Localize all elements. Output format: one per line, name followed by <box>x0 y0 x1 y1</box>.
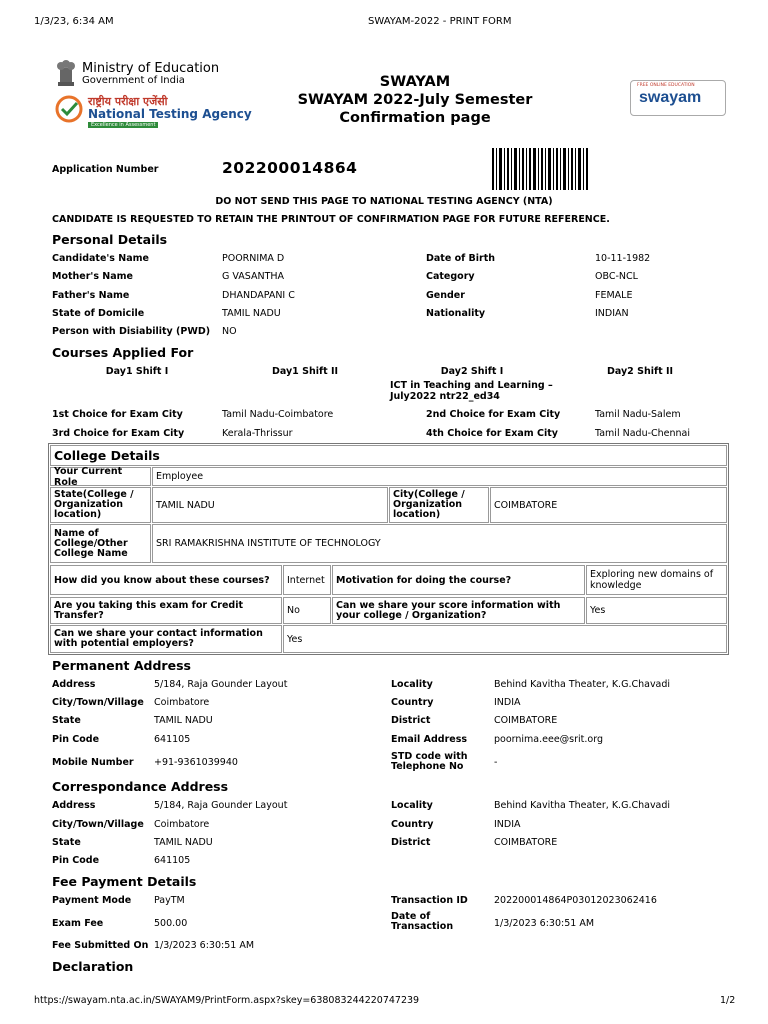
swayam-logo-top: FREE ONLINE EDUCATION <box>637 83 695 88</box>
corr-address: 5/184, Raja Gounder Layout <box>154 800 288 811</box>
emblem-icon <box>55 56 77 90</box>
day1-shift1-label: Day1 Shift I <box>105 366 169 377</box>
day2-shift1-course: ICT in Teaching and Learning – July2022 ntr22_ed34 <box>390 380 553 402</box>
mother-name-label: Mother's Name <box>52 271 133 282</box>
footer-url: https://swayam.nta.ac.in/SWAYAM9/PrintForm.aspx?skey=638083244220747239 <box>34 995 420 1006</box>
college-name-label: Name of College/Other College Name <box>50 524 151 563</box>
std: - <box>494 757 498 768</box>
pwd: NO <box>222 326 237 337</box>
share-contact-label: Can we share your contact information with potential employers? <box>50 625 282 653</box>
notice-do-not-send: DO NOT SEND THIS PAGE TO NATIONAL TESTING AGENCY (NTA) <box>215 196 553 207</box>
gender: FEMALE <box>595 290 633 301</box>
title-line1: SWAYAM <box>379 74 451 90</box>
motivation-label: Motivation for doing the course? <box>332 565 585 595</box>
fee-submitted: 1/3/2023 6:30:51 AM <box>154 940 255 951</box>
mother-name: G VASANTHA <box>222 271 285 282</box>
share-score: Yes <box>586 597 727 624</box>
know-courses-label: How did you know about these courses? <box>50 565 282 595</box>
print-datetime: 1/3/23, 6:34 AM <box>34 16 114 27</box>
pwd-label: Person with Disiability (PWD) <box>52 326 211 337</box>
swayam-logo-text: swayam <box>639 89 702 106</box>
corr-state-label: State <box>52 837 81 848</box>
corr-city: Coimbatore <box>154 819 210 830</box>
declaration-heading: Declaration <box>52 959 134 974</box>
choice4-label: 4th Choice for Exam City <box>426 428 558 439</box>
father-name: DHANDAPANI C <box>222 290 295 301</box>
corr-country: INDIA <box>494 819 521 830</box>
nationality: INDIAN <box>595 308 629 319</box>
fee-heading: Fee Payment Details <box>52 874 197 889</box>
dob: 10-11-1982 <box>595 253 651 264</box>
mobile-label: Mobile Number <box>52 757 134 768</box>
college-name: SRI RAMAKRISHNA INSTITUTE OF TECHNOLOGY <box>152 524 727 563</box>
payment-mode: PayTM <box>154 895 185 906</box>
nta-english-name: National Testing Agency <box>88 107 252 121</box>
nationality-label: Nationality <box>426 308 486 319</box>
choice4: Tamil Nadu-Chennai <box>595 428 691 439</box>
notice-retain: CANDIDATE IS REQUESTED TO RETAIN THE PRINTOUT OF CONFIRMATION PAGE FOR FUTURE REFERENCE. <box>52 214 610 225</box>
perm-country: INDIA <box>494 697 521 708</box>
transaction-date-label: Date of Transaction <box>391 911 454 932</box>
nta-hindi-name: राष्ट्रीय परीक्षा एजेंसी <box>88 95 168 108</box>
perm-address-label: Address <box>52 679 96 690</box>
email-label: Email Address <box>391 734 468 745</box>
domicile: TAMIL NADU <box>222 308 281 319</box>
corr-state: TAMIL NADU <box>154 837 213 848</box>
college-city: COIMBATORE <box>490 487 727 523</box>
corr-locality: Behind Kavitha Theater, K.G.Chavadi <box>494 800 671 811</box>
candidate-name-label: Candidate's Name <box>52 253 149 264</box>
application-number: 202200014864 <box>222 159 358 177</box>
application-number-label: Application Number <box>52 164 159 175</box>
exam-fee-label: Exam Fee <box>52 918 104 929</box>
print-title: SWAYAM-2022 - PRINT FORM <box>368 16 512 27</box>
std-label: STD code with Telephone No <box>391 751 468 772</box>
title-line2: SWAYAM 2022-July Semester <box>297 92 533 108</box>
email: poornima.eee@srit.org <box>494 734 604 745</box>
perm-country-label: Country <box>391 697 434 708</box>
current-role: Employee <box>152 467 727 486</box>
corr-address-label: Address <box>52 800 96 811</box>
corr-pin-label: Pin Code <box>52 855 100 866</box>
motivation: Exploring new domains of knowledge <box>586 565 727 595</box>
college-state: TAMIL NADU <box>152 487 388 523</box>
corr-country-label: Country <box>391 819 434 830</box>
father-name-label: Father's Name <box>52 290 130 301</box>
payment-mode-label: Payment Mode <box>52 895 132 906</box>
perm-city: Coimbatore <box>154 697 210 708</box>
perm-pin-label: Pin Code <box>52 734 100 745</box>
choice2-label: 2nd Choice for Exam City <box>426 409 561 420</box>
swayam-logo <box>630 80 726 116</box>
permanent-address-heading: Permanent Address <box>52 658 191 673</box>
government-name: Government of India <box>82 75 185 86</box>
domicile-label: State of Domicile <box>52 308 145 319</box>
perm-city-label: City/Town/Village <box>52 697 144 708</box>
choice3-label: 3rd Choice for Exam City <box>52 428 185 439</box>
transaction-id: 202200014864P03012023062416 <box>494 895 657 906</box>
gender-label: Gender <box>426 290 465 301</box>
exam-fee: 500.00 <box>154 918 188 929</box>
corr-locality-label: Locality <box>391 800 433 811</box>
corr-pin: 641105 <box>154 855 191 866</box>
corr-district-label: District <box>391 837 431 848</box>
know-courses: Internet <box>283 565 331 595</box>
category: OBC-NCL <box>595 271 638 282</box>
perm-address: 5/184, Raja Gounder Layout <box>154 679 288 690</box>
perm-pin: 641105 <box>154 734 191 745</box>
day2-shift1-label: Day2 Shift I <box>440 366 504 377</box>
perm-district: COIMBATORE <box>494 715 558 726</box>
day2-shift2-label: Day2 Shift II <box>606 366 674 377</box>
choice3: Kerala-Thrissur <box>222 428 293 439</box>
college-details-heading: College Details <box>50 445 727 466</box>
choice1-label: 1st Choice for Exam City <box>52 409 183 420</box>
courses-heading: Courses Applied For <box>52 345 194 360</box>
perm-locality: Behind Kavitha Theater, K.G.Chavadi <box>494 679 671 690</box>
corr-district: COIMBATORE <box>494 837 558 848</box>
category-label: Category <box>426 271 475 282</box>
mobile: +91-9361039940 <box>154 757 238 768</box>
fee-submitted-label: Fee Submitted On <box>52 940 149 951</box>
day1-shift2-label: Day1 Shift II <box>271 366 339 377</box>
page-number: 1/2 <box>720 995 736 1006</box>
nta-logo-icon <box>55 95 83 123</box>
share-contact: Yes <box>283 625 727 653</box>
nta-tagline: Excellence in Assessment <box>88 122 158 128</box>
candidate-name: POORNIMA D <box>222 253 285 264</box>
personal-details-heading: Personal Details <box>52 232 168 247</box>
transaction-date: 1/3/2023 6:30:51 AM <box>494 918 595 929</box>
credit-transfer: No <box>283 597 331 624</box>
college-city-label: City(College / Organization location) <box>389 487 489 523</box>
share-score-label: Can we share your score information with your college / Organization? <box>332 597 585 624</box>
ministry-name: Ministry of Education <box>82 61 220 76</box>
perm-state-label: State <box>52 715 81 726</box>
perm-district-label: District <box>391 715 431 726</box>
choice1: Tamil Nadu-Coimbatore <box>222 409 334 420</box>
choice2: Tamil Nadu-Salem <box>595 409 681 420</box>
dob-label: Date of Birth <box>426 253 496 264</box>
perm-state: TAMIL NADU <box>154 715 213 726</box>
transaction-id-label: Transaction ID <box>391 895 468 906</box>
credit-transfer-label: Are you taking this exam for Credit Transfer? <box>50 597 282 624</box>
perm-locality-label: Locality <box>391 679 433 690</box>
current-role-label: Your Current Role <box>50 467 151 486</box>
barcode <box>492 148 590 190</box>
corr-city-label: City/Town/Village <box>52 819 144 830</box>
title-line3: Confirmation page <box>339 110 491 126</box>
college-state-label: State(College / Organization location) <box>50 487 151 523</box>
correspondence-address-heading: Correspondance Address <box>52 779 229 794</box>
